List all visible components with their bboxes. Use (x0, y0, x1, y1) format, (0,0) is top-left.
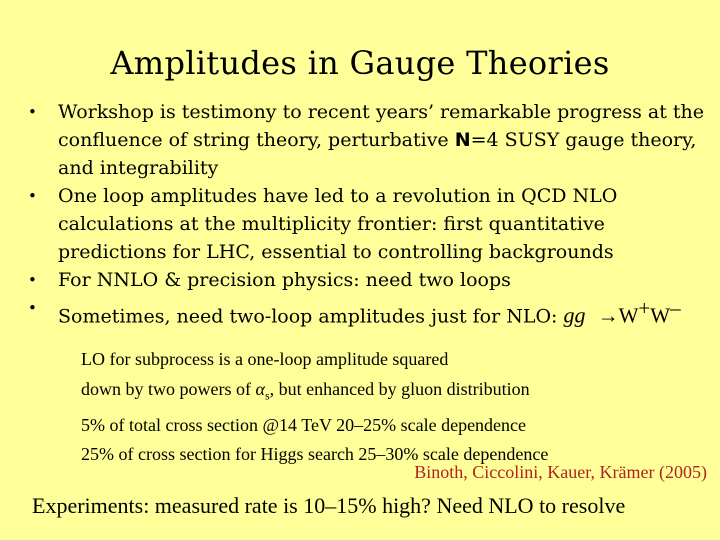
bullet-text (58, 98, 718, 182)
bullet-list (28, 98, 718, 330)
footer-statement: Experiments: measured rate is 10–15% high? Need NLO to resolve (32, 493, 626, 518)
note-line: LO for subprocess is a one-loop amplitude squared (81, 349, 449, 369)
bullet-marker: • (28, 271, 37, 289)
note-text-part: down by two powers of (81, 378, 256, 399)
bullet-text: For NNLO & precision physics: need two loops (58, 269, 511, 291)
plus-superscript: + (638, 296, 651, 320)
n-symbol: N (454, 129, 471, 151)
alpha-subscript: s (264, 388, 270, 403)
slide-title: Amplitudes in Gauge Theories (110, 44, 610, 82)
arrow-symbol: → (597, 303, 619, 328)
w-boson-symbol: W (618, 303, 639, 328)
note-text-part: , but enhanced by gluon distribution (269, 378, 530, 399)
alpha-symbol: α (255, 378, 265, 399)
minus-superscript: – (670, 296, 681, 320)
w-boson-symbol: W (650, 303, 671, 328)
bullet-item-nnlo (28, 266, 718, 294)
note-line: 25% of cross section for Higgs search 25–30% scale dependence (81, 444, 549, 465)
bullet-text-part: Workshop is testimony to recent years’ remarkable progress at the confluence of string theory, perturbative (58, 101, 704, 151)
bullet-item-two-loop-nlo (28, 294, 718, 330)
note-line: 5% of total cross section @14 TeV 20–25% scale dependence (81, 414, 527, 435)
bullet-text-part: Sometimes, need two-loop amplitudes just for NLO: (58, 305, 564, 328)
bullet-text (58, 294, 718, 330)
note-line (81, 375, 548, 411)
bullet-marker: • (28, 187, 37, 205)
bullet-marker: • (28, 299, 37, 317)
bullet-text-part: =4 SUSY gauge theory, and integrability (58, 129, 697, 179)
bullet-text: One loop amplitudes have led to a revolution in QCD NLO calculations at the multiplicity frontier: first quantitative predictions for LHC, essential to controlling backgrounds (58, 185, 618, 263)
notes-block (81, 345, 548, 470)
gg-symbol: gg (563, 302, 586, 328)
citation: Binoth, Ciccolini, Kauer, Krämer (2005) (414, 462, 707, 482)
bullet-item-workshop (28, 98, 718, 182)
bullet-item-one-loop (28, 182, 718, 266)
bullet-marker: • (28, 103, 37, 121)
